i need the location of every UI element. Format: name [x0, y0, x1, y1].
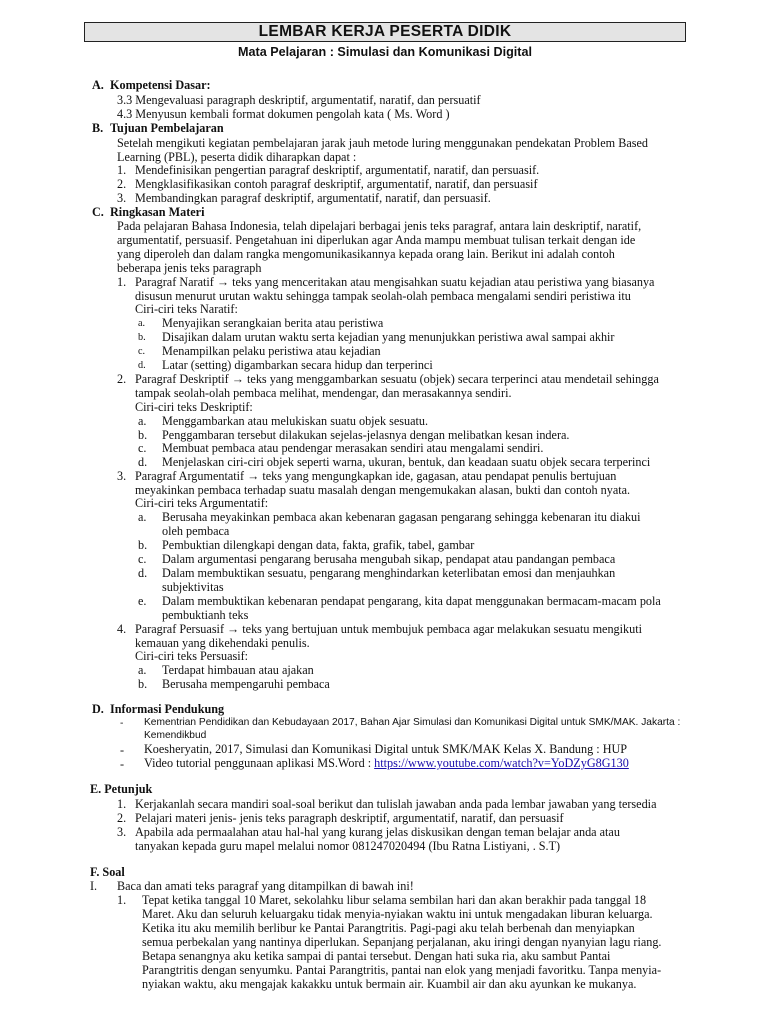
section-f-heading: F. Soal [90, 865, 125, 879]
soal-paragraph-line: Ketika itu aku memilih berlibur ke Pantai Parangtritis. Pagi-pagi aku telah berbenah dan menyiapkan [142, 921, 635, 935]
list-dash: - [120, 718, 124, 729]
section-b-heading: Tujuan Pembelajaran [110, 121, 224, 135]
ciri-item: Latar (setting) digambarkan secara hidup dan terperinci [162, 358, 433, 372]
list-marker: e. [138, 594, 147, 608]
reference-item [144, 756, 629, 770]
list-marker: b. [138, 332, 146, 343]
soal-paragraph-line: semua perbekalan yang nantinya diperlukan. Sepanjang perjalanan, aku iringi dengan nyanyian lagu riang. [142, 935, 662, 949]
ciri-label: Ciri-ciri teks Persuasif: [135, 649, 249, 663]
subject-subtitle: Mata Pelajaran : Simulasi dan Komunikasi Digital [238, 45, 532, 59]
petunjuk-item: Pelajari materi jenis- jenis teks paragraph deskriptif, argumentatif, naratif, dan persuasif [135, 811, 564, 825]
list-number: 2. [117, 372, 127, 386]
tujuan-item: Membandingkan paragraf deskriptif, argumentatif, naratif, dan persuasif. [135, 191, 491, 205]
petunjuk-item-cont: tanyakan kepada guru mapel melalui nomor 081247020494 (Ibu Ratna Listiyani, . S.T) [135, 839, 561, 853]
list-number: 1. [117, 797, 127, 811]
soal-paragraph-line: Parangtritis dengan senyumku. Pantai Parangtritis, pantai nan elok yang menjadi favoritku. Tanpa menyia- [142, 963, 662, 977]
soal-instruction: Baca dan amati teks paragraf yang ditampilkan di bawah ini! [117, 879, 414, 893]
ciri-item: Pembuktian dilengkapi dengan data, fakta, grafik, tabel, gambar [162, 538, 475, 552]
tujuan-item: Mengklasifikasikan contoh paragraf deskriptif, argumentatif, naratif, dan persuasif [135, 177, 538, 191]
kd-item: 4.3 Menyusun kembali format dokumen pengolah kata ( Ms. Word ) [117, 107, 450, 121]
list-number: 1. [117, 163, 127, 177]
list-number: 2. [117, 811, 127, 825]
tujuan-item: Mendefinisikan pengertian paragraf deskriptif, argumentatif, naratif, dan persuasif. [135, 163, 540, 177]
deskriptif-definition: Paragraf Deskriptif → teks yang menggambarkan sesuatu (objek) secara terperinci atau mendetail sehingga [135, 372, 659, 386]
naratif-definition: Paragraf Naratif → teks yang menceritakan atau mengisahkan suatu kejadian atau peristiwa yang biasanya [135, 275, 655, 289]
reference-item: Koesheryatin, 2017, Simulasi dan Komunikasi Digital untuk SMK/MAK Kelas X. Bandung : HUP [144, 742, 628, 756]
ciri-item: Menjelaskan ciri-ciri objek seperti warna, ukuran, bentuk, dan keadaan suatu objek secara terperinci [162, 455, 651, 469]
part-number: I. [90, 879, 98, 893]
list-marker: b. [138, 538, 148, 552]
tujuan-intro-line: Learning (PBL), peserta didik diharapkan dapat : [117, 150, 357, 164]
section-e-heading: E. Petunjuk [90, 782, 153, 796]
persuasif-definition: Paragraf Persuasif → teks yang bertujuan untuk membujuk pembaca agar melakukan sesuatu mengikuti [135, 622, 642, 636]
list-number: 2. [117, 177, 127, 191]
ciri-item: Dalam argumentasi pengarang berusaha mengubah sikap, pendapat atau pandangan pembaca [162, 552, 616, 566]
list-number: 1. [117, 275, 127, 289]
ciri-item: Menggambarkan atau melukiskan suatu objek sesuatu. [162, 414, 429, 428]
list-number: 3. [117, 469, 127, 483]
ciri-label: Ciri-ciri teks Deskriptif: [135, 400, 253, 414]
list-marker: d. [138, 566, 148, 580]
list-marker: d. [138, 455, 148, 469]
ciri-item-cont: oleh pembaca [162, 524, 230, 538]
section-c-heading: Ringkasan Materi [110, 205, 205, 219]
reference-item-cont: Kemendikbud [144, 730, 207, 741]
list-marker: d. [138, 360, 146, 371]
ciri-item-cont: pembuktianh teks [162, 608, 249, 622]
argumentatif-definition: Paragraf Argumentatif → teks yang mengungkapkan ide, gagasan, atau pendapat penulis bertujuan [135, 469, 617, 483]
ringkasan-line: argumentatif, persuasif. Pengetahuan ini diperlukan agar Anda mampu membuat tulisan terkait dengan ide [117, 233, 636, 247]
youtube-link[interactable]: https://www.youtube.com/watch?v=YoDZyG8G130 [374, 756, 629, 770]
list-marker: c. [138, 552, 147, 566]
section-b-marker: B. [92, 121, 104, 135]
ringkasan-line: beberapa jenis teks paragraph [117, 261, 262, 275]
reference-item: Kementrian Pendidikan dan Kebudayaan 2017, Bahan Ajar Simulasi dan Komunikasi Digital untuk SMK/MAK. Jakarta : [144, 717, 681, 728]
list-marker: c. [138, 346, 146, 357]
section-d-heading: Informasi Pendukung [110, 702, 225, 716]
list-dash: - [120, 757, 125, 771]
ciri-label: Ciri-ciri teks Argumentatif: [135, 496, 269, 510]
argumentatif-definition: meyakinkan pembaca terhadap suatu masalah dengan mengemukakan alasan, bukti dan contoh nyata. [135, 483, 631, 497]
list-number: 3. [117, 825, 127, 839]
ciri-item: Membuat pembaca atau pendengar merasakan sendiri atau mengalami sendiri. [162, 441, 544, 455]
ciri-item: Disajikan dalam urutan waktu serta kejadian yang menunjukkan peristiwa awal sampai akhir [162, 330, 615, 344]
list-marker: a. [138, 663, 147, 677]
ciri-item: Berusaha meyakinkan pembaca akan kebenaran gagasan pengarang sehingga kebenaran itu diakui [162, 510, 641, 524]
list-marker: b. [138, 428, 148, 442]
soal-paragraph-line: Maret. Aku dan seluruh keluargaku tidak menyia-nyiakan waktu ini untuk mengadakan liburan keluarga. [142, 907, 653, 921]
ciri-item: Menampilkan pelaku peristiwa atau kejadian [162, 344, 381, 358]
ciri-item: Terdapat himbauan atau ajakan [162, 663, 314, 677]
persuasif-definition: kemauan yang dikehendaki penulis. [135, 636, 310, 650]
video-tutorial-label: Video tutorial penggunaan aplikasi MS.Word : [144, 756, 375, 770]
list-number: 3. [117, 191, 127, 205]
list-marker: a. [138, 510, 147, 524]
ciri-item-cont: subjektivitas [162, 580, 224, 594]
ringkasan-line: Pada pelajaran Bahasa Indonesia, telah dipelajari berbagai jenis teks paragraf, antara lain deskriptif, naratif, [117, 219, 642, 233]
list-marker: a. [138, 414, 147, 428]
list-marker: b. [138, 677, 148, 691]
tujuan-intro-line: Setelah mengikuti kegiatan pembelajaran jarak jauh metode luring menggunakan pendekatan Problem Based [117, 136, 648, 150]
section-d-marker: D. [92, 702, 104, 716]
list-number: 4. [117, 622, 127, 636]
list-marker: c. [138, 441, 147, 455]
ciri-item: Penggambaran tersebut dilakukan sejelas-jelasnya dengan melibatkan kesan indera. [162, 428, 570, 442]
ciri-item: Dalam membuktikan kebenaran pendapat pengarang, kita dapat menggunakan bermacam-macam pola [162, 594, 661, 608]
list-number: 1. [117, 893, 127, 907]
ciri-item: Menyajikan serangkaian berita atau peristiwa [162, 316, 384, 330]
section-a-marker: A. [92, 78, 104, 92]
section-a-heading: Kompetensi Dasar: [110, 78, 211, 92]
naratif-definition: disusun menurut urutan waktu sehingga tampak seolah-olah pembaca mengalami sendiri peristiwa itu [135, 289, 631, 303]
worksheet-title: LEMBAR KERJA PESERTA DIDIK [258, 23, 512, 40]
soal-paragraph-line: nyiakan waktu, aku mengajak kakakku untuk bermain air. Kuambil air dan aku ayunkan ke mukanya. [142, 977, 637, 991]
soal-paragraph-line: Tepat ketika tanggal 10 Maret, sekolahku libur selama sembilan hari dan akan berakhir pada tanggal 18 [142, 893, 647, 907]
ciri-label: Ciri-ciri teks Naratif: [135, 302, 238, 316]
ciri-item: Berusaha mempengaruhi pembaca [162, 677, 330, 691]
petunjuk-item: Kerjakanlah secara mandiri soal-soal berikut dan tulislah jawaban anda pada lembar jawaban yang tersedia [135, 797, 657, 811]
section-c-marker: C. [92, 205, 104, 219]
petunjuk-item: Apabila ada permaalahan atau hal-hal yang kurang jelas diskusikan dengan teman belajar anda atau [135, 825, 620, 839]
list-dash: - [120, 743, 125, 757]
kd-item: 3.3 Mengevaluasi paragraph deskriptif, argumentatif, naratif, dan persuatif [117, 93, 481, 107]
ringkasan-line: yang diperoleh dan dalam rangka mengomunikasikannya kepada orang lain. Berikut ini adalah contoh [117, 247, 615, 261]
ciri-item: Dalam membuktikan sesuatu, pengarang menghindarkan keterlibatan emosi dan menjauhkan [162, 566, 616, 580]
list-marker: a. [138, 318, 146, 329]
soal-paragraph-line: Betapa senangnya aku ketika sampai di pantai tersebut. Dengan hati suka ria, aku sambut Pantai [142, 949, 611, 963]
deskriptif-definition: tampak seolah-olah pembaca melihat, mendengar, dan merasakannya sendiri. [135, 386, 512, 400]
